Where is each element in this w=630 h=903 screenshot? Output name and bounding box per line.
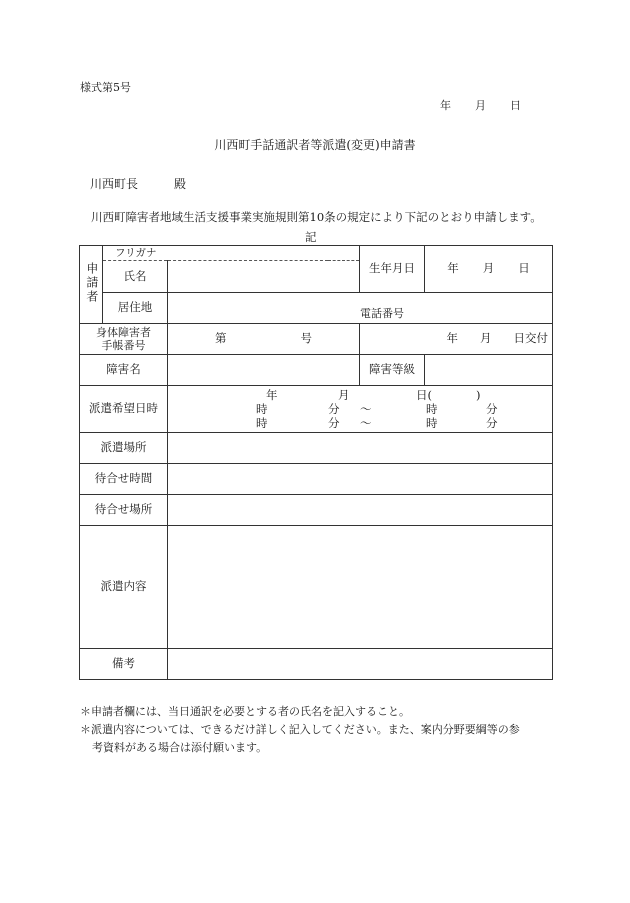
addressee-honorific: 殿 xyxy=(174,177,187,191)
date-day: 日 xyxy=(510,99,521,112)
dispatch-place-label: 派遣場所 xyxy=(80,433,168,464)
note-2-line-2: 考資料がある場合は添付願います。 xyxy=(92,741,268,754)
birthdate-field[interactable] xyxy=(425,246,553,293)
remarks-field[interactable] xyxy=(168,649,553,680)
cert-issued: 日交付 xyxy=(513,331,549,346)
disability-grade-field[interactable] xyxy=(425,355,553,386)
birth-day: 日 xyxy=(518,261,530,276)
remarks-label: 備考 xyxy=(80,649,168,680)
note-2-line-1: ＊派遣内容については、できるだけ詳しく記入してください。また、案内分野要綱等の参 xyxy=(80,723,520,736)
address-label: 居住地 xyxy=(103,293,168,324)
dd-hour-end-2: 時 xyxy=(426,416,438,430)
dd-hour-end-1: 時 xyxy=(426,402,438,416)
dd-year: 年 xyxy=(266,388,278,402)
applicant-label: 申請者 xyxy=(80,246,103,324)
certificate-number-field[interactable] xyxy=(168,324,360,355)
dd-hour-start-1: 時 xyxy=(256,402,268,416)
disability-name-label: 障害名 xyxy=(80,355,168,386)
meet-place-label: 待合せ場所 xyxy=(80,495,168,526)
date-year: 年 xyxy=(440,99,451,112)
dispatch-date-label: 派遣希望日時 xyxy=(80,386,168,433)
dd-day: 日( xyxy=(416,388,432,402)
dispatch-content-field[interactable] xyxy=(168,526,553,649)
dispatch-content-label: 派遣内容 xyxy=(80,526,168,649)
notes xyxy=(80,703,520,757)
dd-tilde-2: ～ xyxy=(360,416,372,430)
dd-paren: ) xyxy=(476,388,481,402)
addressee xyxy=(90,178,186,190)
dispatch-date-field[interactable] xyxy=(168,386,553,433)
address-field[interactable] xyxy=(168,293,553,324)
page-title: 川西町手話通訳者等派遣(変更)申請書 xyxy=(214,138,416,152)
dd-min-end-1: 分 xyxy=(486,402,498,416)
name-field[interactable] xyxy=(168,261,360,293)
intro-text: 川西町障害者地域生活支援事業実施規則第10条の規定により下記のとおり申請します。 xyxy=(91,210,542,224)
application-table xyxy=(79,245,553,680)
certificate-issue-date-field[interactable] xyxy=(360,324,553,355)
meet-time-label: 待合せ時間 xyxy=(80,464,168,495)
dd-hour-start-2: 時 xyxy=(256,416,268,430)
ki-label: 記 xyxy=(305,230,317,244)
dd-min-start-2: 分 xyxy=(328,416,340,430)
dd-min-start-1: 分 xyxy=(328,402,340,416)
cert-dai: 第 xyxy=(215,331,227,346)
dd-tilde-1: ～ xyxy=(360,402,372,416)
cert-year: 年 xyxy=(446,331,459,346)
birth-year: 年 xyxy=(447,261,459,276)
name-label: 氏名 xyxy=(103,261,168,293)
note-1: ＊申請者欄には、当日通訳を必要とする者の氏名を記入すること。 xyxy=(80,705,410,718)
dd-month: 月 xyxy=(338,388,350,402)
cert-month: 月 xyxy=(480,331,492,346)
furigana-label: フリガナ xyxy=(103,246,360,261)
addressee-name: 川西町長 xyxy=(90,177,139,191)
meet-time-field[interactable] xyxy=(168,464,553,495)
date-month: 月 xyxy=(475,99,486,112)
birthdate-label: 生年月日 xyxy=(360,246,425,293)
form-number: 様式第5号 xyxy=(80,81,131,94)
phone-label: 電話番号 xyxy=(360,307,404,321)
disability-grade-label: 障害等級 xyxy=(360,355,425,386)
meet-place-field[interactable] xyxy=(168,495,553,526)
dispatch-place-field[interactable] xyxy=(168,433,553,464)
cert-go: 号 xyxy=(300,331,312,346)
birth-month: 月 xyxy=(482,261,495,276)
submission-date xyxy=(440,100,521,111)
certificate-label: 身体障害者 手帳番号 xyxy=(80,324,168,355)
disability-name-field[interactable] xyxy=(168,355,360,386)
dd-min-end-2: 分 xyxy=(486,416,498,430)
